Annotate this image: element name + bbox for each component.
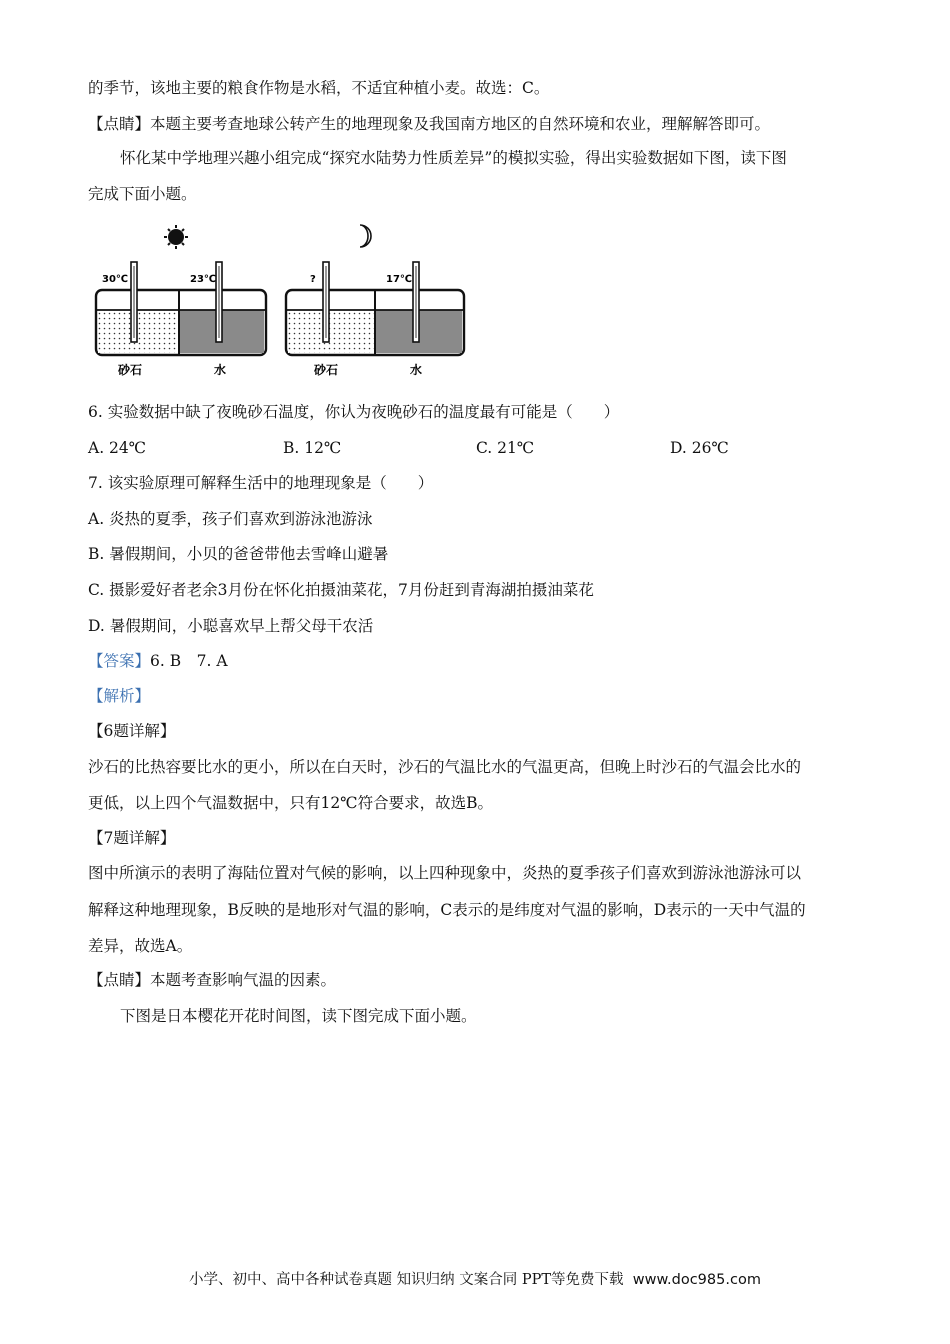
q7-option-a: A. 炎热的夏季，孩子们喜欢到游泳池游泳 (88, 510, 373, 528)
detail-6-text: 更低，以上四个气温数据中，只有12℃符合要求，故选B。 (88, 794, 493, 812)
detail-7-text: 图中所演示的表明了海陆位置对气候的影响，以上四种现象中，炎热的夏季孩子们喜欢到游泳池游泳可以 (88, 864, 802, 882)
footer-link[interactable]: www.doc985.com (632, 1272, 761, 1288)
intro-line: 完成下面小题。 (88, 185, 197, 203)
q6-option-b: B. 12℃ (283, 439, 342, 457)
q7-option-c: C. 摄影爱好者老余3月份在怀化拍摄油菜花，7月份赶到青海湖拍摄油菜花 (88, 581, 594, 599)
day-water-temp: 23℃ (190, 274, 217, 285)
water-label: 水 (410, 363, 423, 377)
experiment-diagram (88, 222, 478, 382)
day-sand-temp: 30℃ (102, 274, 129, 285)
question-7-stem: 7. 该实验原理可解释生活中的地理现象是（ ） (88, 474, 434, 492)
dianjing-note: 【点睛】本题主要考查地球公转产生的地理现象及我国南方地区的自然环境和农业，理解解答即可。 (88, 115, 771, 133)
q6-option-c: C. 21℃ (476, 439, 535, 457)
text-line: 的季节，该地主要的粮食作物是水稻，不适宜种植小麦。故选：C。 (88, 79, 550, 97)
footer-text: 小学、初中、高中各种试卷真题 知识归纳 文案合同 PPT等免费下载 (189, 1272, 624, 1288)
answer-text: 6. B 7. A (150, 652, 228, 670)
answer-tag: 【答案】 (88, 652, 151, 670)
q7-option-d: D. 暑假期间，小聪喜欢早上帮父母干农活 (88, 617, 374, 635)
page-footer (0, 1270, 950, 1290)
q6-option-a: A. 24℃ (88, 439, 147, 457)
question-6-stem: 6. 实验数据中缺了夜晚砂石温度，你认为夜晚砂石的温度最有可能是（ ） (88, 403, 620, 421)
detail-6-text: 沙石的比热容要比水的更小，所以在白天时，沙石的气温比水的气温更高，但晚上时沙石的气温会比水的 (88, 758, 802, 776)
intro-line: 怀化某中学地理兴趣小组完成“探究水陆势力性质差异”的模拟实验，得出实验数据如下图，读下图 (120, 149, 787, 167)
analysis-tag: 【解析】 (88, 687, 151, 705)
answer-line (88, 651, 228, 671)
water-label: 水 (214, 363, 227, 377)
detail-6-title: 【6题详解】 (88, 722, 176, 740)
q6-option-d: D. 26℃ (670, 439, 729, 457)
detail-7-title: 【7题详解】 (88, 829, 176, 847)
moon-icon (360, 225, 371, 247)
sand-label: 砂石 (314, 363, 339, 377)
q7-option-b: B. 暑假期间，小贝的爸爸带他去雪峰山避暑 (88, 545, 389, 563)
sun-icon (164, 225, 188, 249)
night-sand-temp: ? (310, 274, 316, 285)
sand-label: 砂石 (118, 363, 143, 377)
dianjing-note: 【点睛】本题考查影响气温的因素。 (88, 971, 337, 989)
next-section-intro: 下图是日本樱花开花时间图，读下图完成下面小题。 (120, 1007, 477, 1025)
detail-7-text: 解释这种地理现象，B反映的是地形对气温的影响，C表示的是纬度对气温的影响，D表示的一天中气温的 (88, 901, 806, 919)
night-water-temp: 17℃ (386, 274, 413, 285)
detail-7-text: 差异，故选A。 (88, 937, 193, 955)
